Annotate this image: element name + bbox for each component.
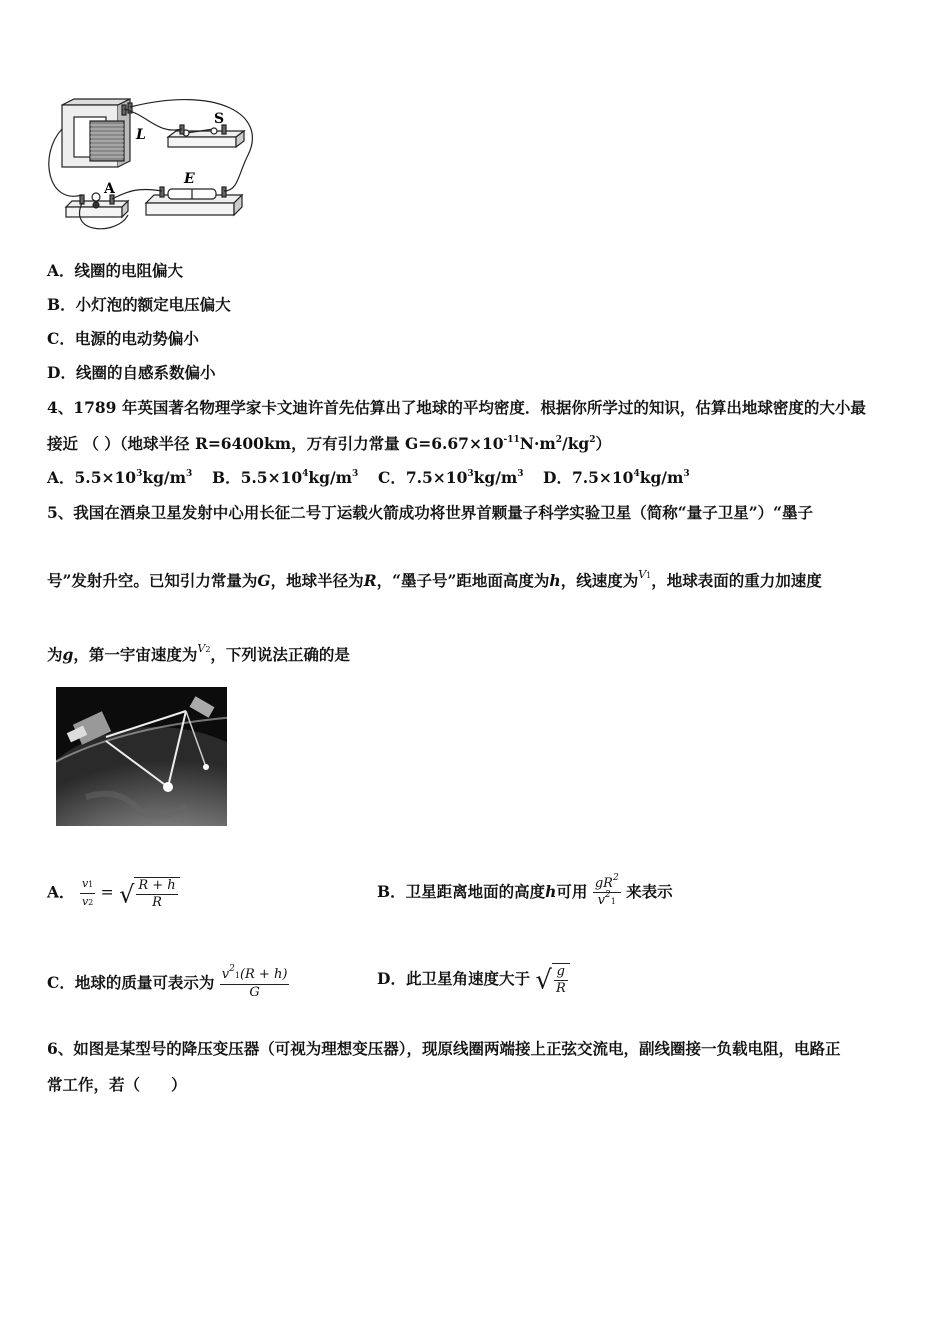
q4-stem-line1: 4、1789 年英国著名物理学家卡文迪许首先估算出了地球的平均密度．根据你所学过的知识，估算出地球密度的大小最 [47, 398, 866, 417]
q6-stem-line1: 6、如图是某型号的降压变压器（可视为理想变压器），现原线圈两端接上正弦交流电，副线圈接一负载电阻，电路正 [47, 1039, 841, 1058]
q5-stem-line2: 号”发射升空。已知引力常量为G，地球半径为R，“墨子号”距地面高度为h，线速度为$^{V1}$，地球表面的重力加速度 [47, 568, 822, 590]
q4-option-d: D．$7.5\times 10^4kg/m^3$ [543, 468, 690, 487]
q4-option-b: B．$5.5\times 10^4kg/m^3$ [212, 468, 359, 487]
q4-option-a: A．$5.5\times 10^3kg/m^3$ [47, 468, 193, 487]
q4-stem-line2: 接近 （ ）（地球半径 R=6400km，万有引力常量 $G=6.67\times 10^{-11}N\cdot m^2/kg^2$） [47, 434, 612, 453]
label-a: A [104, 181, 115, 197]
q3-option-d: D．线圈的自感系数偏小 [47, 363, 216, 382]
circuit-figure [38, 95, 268, 235]
q5-option-b: B．卫星距离地面的高度h可用 $\frac{gR^2}{v^21}$ 来表示 [377, 873, 673, 908]
satellite-earth-photo [56, 687, 227, 826]
q3-option-a: A．线圈的电阻偏大 [47, 261, 184, 280]
q5-stem-line1: 5、我国在酒泉卫星发射中心用长征二号丁运载火箭成功将世界首颗量子科学实验卫星（简称“量子卫星”）“墨子 [47, 503, 814, 522]
label-e: E [184, 171, 195, 187]
q5-option-d: D．此卫星角速度大于 √ $\frac{g}{R}$ [377, 963, 570, 997]
q3-option-b: B．小灯泡的额定电压偏大 [47, 295, 231, 314]
label-l: L [136, 127, 146, 143]
q4-option-c: C．$7.5\times 10^3kg/m^3$ [378, 468, 524, 487]
q3-option-c: C．电源的电动势偏小 [47, 329, 199, 348]
q5-option-a: A． $\frac{v1}{v2}$ = √ $\frac{R + h}{R}$ [47, 876, 180, 911]
q5-stem-line3: 为g，第一宇宙速度为$^{V2}$，下列说法正确的是 [47, 642, 350, 664]
q5-option-c: C．地球的质量可表示为 $\frac{v^21(R + h)}{G}$ [47, 964, 288, 1000]
q6-stem-line2: 常工作，若（ ） [47, 1075, 187, 1094]
label-s: S [214, 111, 225, 127]
